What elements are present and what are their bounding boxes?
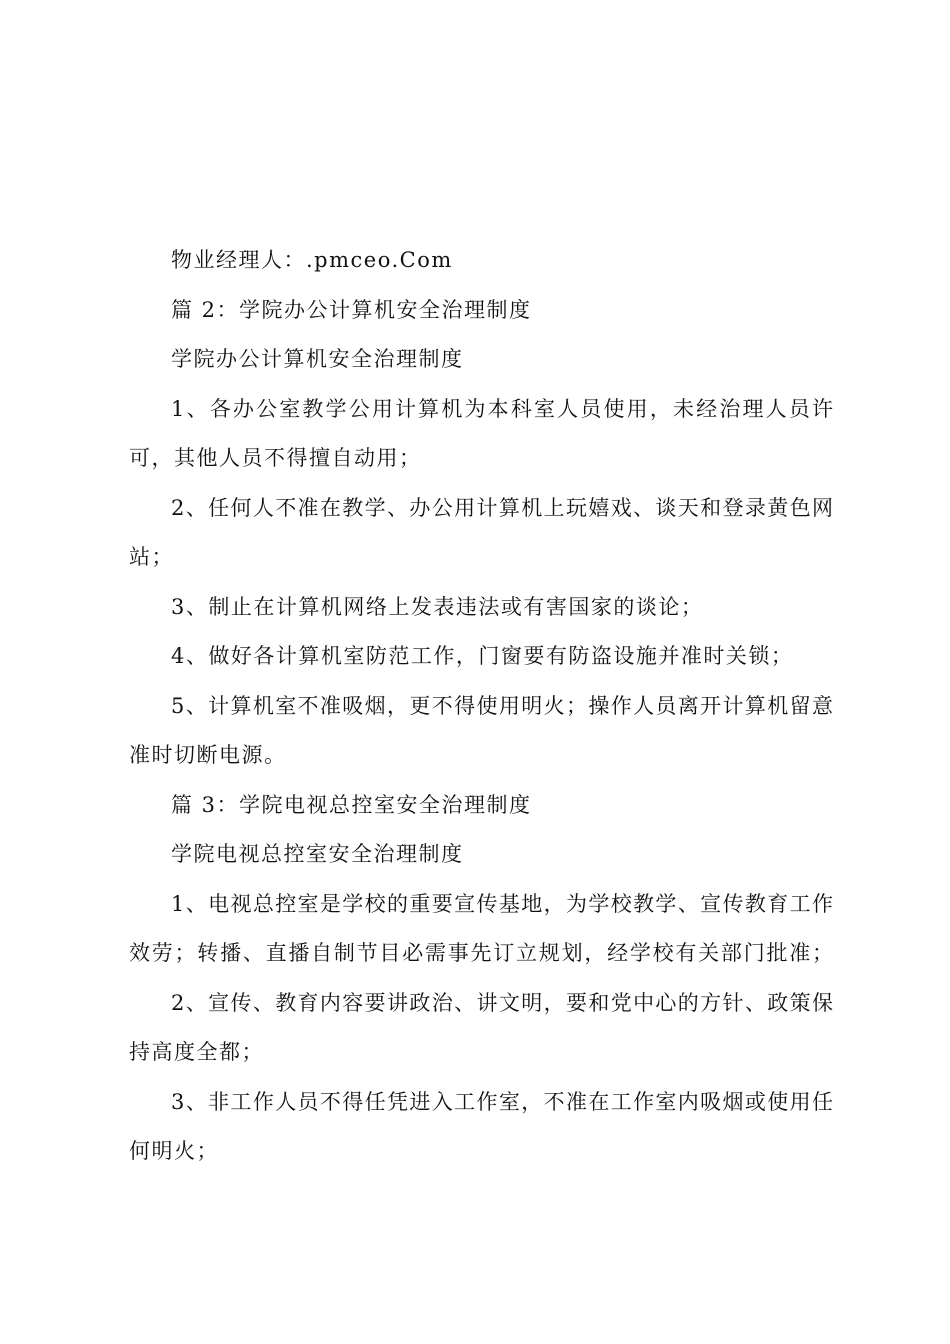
- text-line: 1、电视总控室是学校的重要宣传基地，为学校教学、宣传教育工作: [171, 891, 834, 916]
- text-line: 何明火；: [129, 1139, 219, 1163]
- text-line: 2、任何人不准在教学、办公用计算机上玩嬉戏、谈天和登录黄色网: [171, 495, 834, 520]
- text-line: 3、非工作人员不得任凭进入工作室，不准在工作室内吸烟或使用任: [171, 1089, 834, 1114]
- section-title: 学院办公计算机安全治理制度: [171, 347, 464, 371]
- text-line: 5、计算机室不准吸烟，更不得使用明火；操作人员离开计算机留意: [171, 693, 834, 718]
- document-body: [129, 236, 834, 1177]
- text-line: 4、做好各计算机室防范工作，门窗要有防盗设施并准时关锁；: [171, 644, 794, 668]
- section-title: 学院电视总控室安全治理制度: [171, 842, 464, 866]
- section-heading: 篇 2：学院办公计算机安全治理制度: [171, 297, 532, 322]
- section-heading: 篇 3：学院电视总控室安全治理制度: [171, 792, 532, 817]
- text-line: 2、宣传、教育内容要讲政治、讲文明，要和党中心的方针、政策保: [171, 990, 834, 1015]
- text-line: 1、各办公室教学公用计算机为本科室人员使用，未经治理人员许: [171, 396, 834, 421]
- text-line: 3、制止在计算机网络上发表违法或有害国家的谈论；: [171, 594, 704, 619]
- text-line: 持高度全都；: [129, 1040, 264, 1064]
- text-line: 效劳；转播、直播自制节目必需事先订立规划，经学校有关部门批准；: [129, 941, 834, 965]
- text-line: 站；: [129, 545, 174, 569]
- text-line: 物业经理人：.pmceo.Com: [171, 248, 453, 272]
- text-line: 准时切断电源。: [129, 743, 287, 767]
- text-line: 可，其他人员不得擅自动用；: [129, 446, 422, 470]
